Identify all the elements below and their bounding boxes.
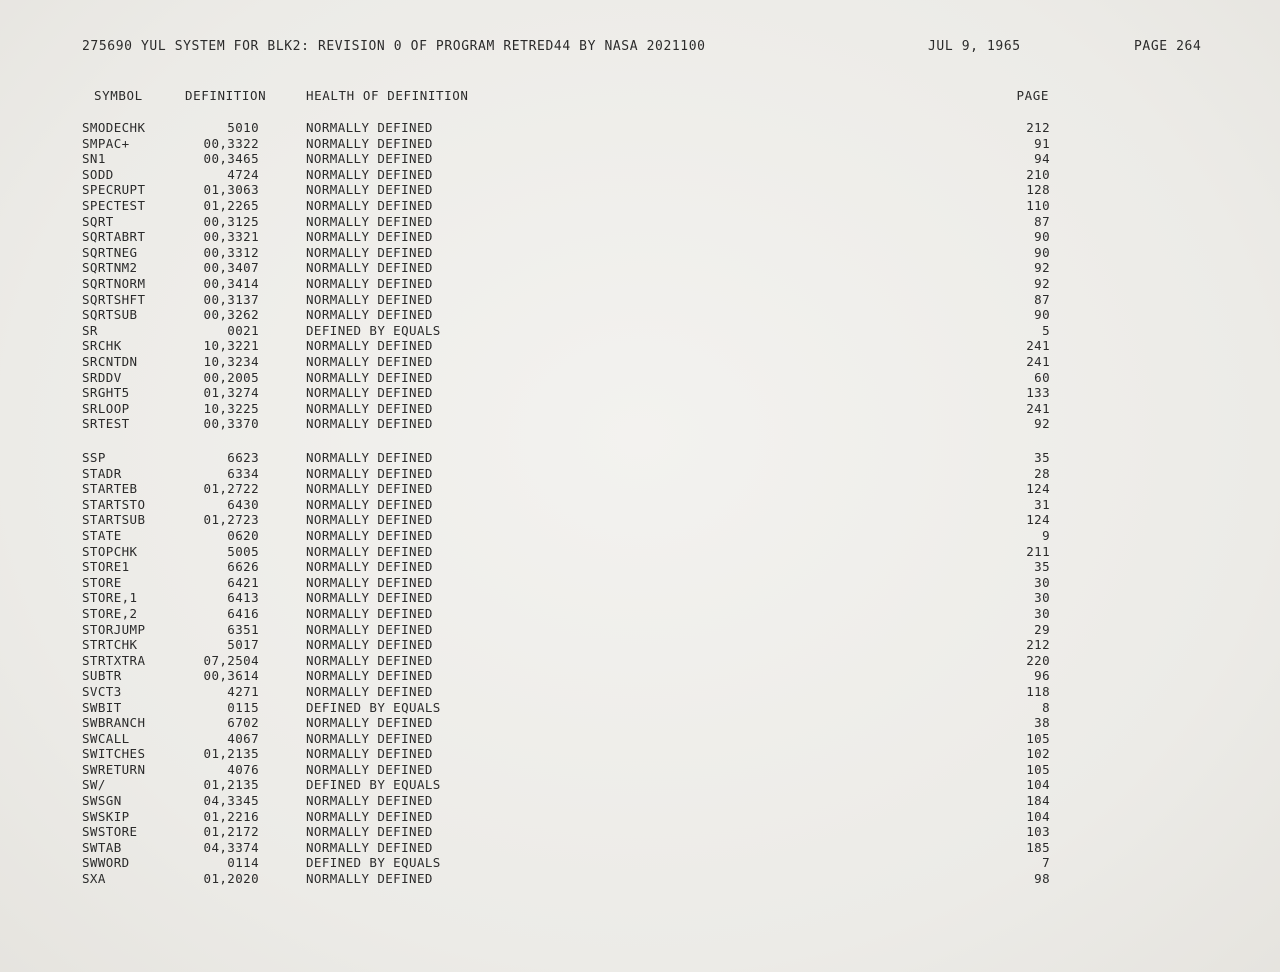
symbol-cell: SPECRUPT bbox=[82, 182, 146, 198]
health-cell: NORMALLY DEFINED bbox=[306, 496, 433, 512]
symbol-cell: SQRTNM2 bbox=[82, 260, 138, 276]
definition-cell: 07,2504 bbox=[203, 652, 259, 668]
table-row bbox=[0, 606, 1280, 622]
health-cell: NORMALLY DEFINED bbox=[306, 182, 433, 198]
health-cell: NORMALLY DEFINED bbox=[306, 621, 433, 637]
page-cell: 98 bbox=[1034, 871, 1050, 887]
health-cell: DEFINED BY EQUALS bbox=[306, 855, 441, 871]
definition-cell: 01,2135 bbox=[203, 746, 259, 762]
table-row bbox=[0, 276, 1280, 292]
symbol-cell: SWRETURN bbox=[82, 761, 146, 777]
table-row bbox=[0, 292, 1280, 308]
table-row bbox=[0, 622, 1280, 638]
definition-cell: 01,2172 bbox=[203, 824, 259, 840]
health-cell: NORMALLY DEFINED bbox=[306, 416, 433, 432]
health-cell: DEFINED BY EQUALS bbox=[306, 322, 441, 338]
page-cell: 124 bbox=[1026, 512, 1050, 528]
page-cell: 60 bbox=[1034, 369, 1050, 385]
table-row bbox=[0, 198, 1280, 214]
table-row bbox=[0, 167, 1280, 183]
page-cell: 118 bbox=[1026, 683, 1050, 699]
page-cell: 30 bbox=[1034, 590, 1050, 606]
health-cell: NORMALLY DEFINED bbox=[306, 166, 433, 182]
symbol-cell: SQRTSUB bbox=[82, 307, 138, 323]
definition-cell: 6430 bbox=[227, 496, 259, 512]
health-cell: NORMALLY DEFINED bbox=[306, 590, 433, 606]
page-cell: 211 bbox=[1026, 543, 1050, 559]
definition-cell: 01,2216 bbox=[203, 808, 259, 824]
symbol-cell: STADR bbox=[82, 465, 122, 481]
health-cell: NORMALLY DEFINED bbox=[306, 793, 433, 809]
table-row bbox=[0, 401, 1280, 417]
symbol-cell: SRCNTDN bbox=[82, 353, 138, 369]
table-row bbox=[0, 214, 1280, 230]
page-cell: 103 bbox=[1026, 824, 1050, 840]
health-cell: NORMALLY DEFINED bbox=[306, 244, 433, 260]
definition-cell: 01,3274 bbox=[203, 385, 259, 401]
definition-cell: 01,2020 bbox=[203, 871, 259, 887]
page-cell: 133 bbox=[1026, 385, 1050, 401]
definition-cell: 01,2722 bbox=[203, 481, 259, 497]
page-cell: 90 bbox=[1034, 229, 1050, 245]
table-row bbox=[0, 512, 1280, 528]
health-cell: NORMALLY DEFINED bbox=[306, 385, 433, 401]
table-row bbox=[0, 840, 1280, 856]
definition-cell: 00,3414 bbox=[203, 275, 259, 291]
symbol-cell: SXA bbox=[82, 871, 106, 887]
table-row bbox=[0, 497, 1280, 513]
health-cell: NORMALLY DEFINED bbox=[306, 715, 433, 731]
page-cell: 105 bbox=[1026, 761, 1050, 777]
definition-cell: 04,3374 bbox=[203, 839, 259, 855]
symbol-cell: SWBRANCH bbox=[82, 715, 146, 731]
health-cell: NORMALLY DEFINED bbox=[306, 605, 433, 621]
page-cell: 241 bbox=[1026, 338, 1050, 354]
definition-cell: 00,3407 bbox=[203, 260, 259, 276]
page-cell: 5 bbox=[1042, 322, 1050, 338]
page-cell: 35 bbox=[1034, 450, 1050, 465]
page-cell: 104 bbox=[1026, 808, 1050, 824]
definition-cell: 6421 bbox=[227, 574, 259, 590]
health-cell: NORMALLY DEFINED bbox=[306, 213, 433, 229]
symbol-cell: SRCHK bbox=[82, 338, 122, 354]
table-row bbox=[0, 684, 1280, 700]
table-row bbox=[0, 450, 1280, 466]
health-cell: NORMALLY DEFINED bbox=[306, 730, 433, 746]
page-cell: 30 bbox=[1034, 605, 1050, 621]
symbol-cell: SR bbox=[82, 322, 98, 338]
symbol-cell: SVCT3 bbox=[82, 683, 122, 699]
page-cell: 94 bbox=[1034, 151, 1050, 167]
definition-cell: 5010 bbox=[227, 120, 259, 135]
table-row bbox=[0, 385, 1280, 401]
page-cell: 210 bbox=[1026, 166, 1050, 182]
table-row bbox=[0, 481, 1280, 497]
symbol-cell: SWITCHES bbox=[82, 746, 146, 762]
page-cell: 128 bbox=[1026, 182, 1050, 198]
table-row bbox=[0, 260, 1280, 276]
health-cell: NORMALLY DEFINED bbox=[306, 871, 433, 887]
page-cell: 30 bbox=[1034, 574, 1050, 590]
page-cell: 241 bbox=[1026, 353, 1050, 369]
table-row bbox=[0, 338, 1280, 354]
health-cell: NORMALLY DEFINED bbox=[306, 135, 433, 151]
symbol-cell: SWSGN bbox=[82, 793, 122, 809]
table-row bbox=[0, 559, 1280, 575]
page-cell: 102 bbox=[1026, 746, 1050, 762]
symbol-cell: SRGHT5 bbox=[82, 385, 130, 401]
page-cell: 8 bbox=[1042, 699, 1050, 715]
health-cell: NORMALLY DEFINED bbox=[306, 338, 433, 354]
symbol-cell: SRLOOP bbox=[82, 400, 130, 416]
page-cell: 7 bbox=[1042, 855, 1050, 871]
symbol-cell: SWTAB bbox=[82, 839, 122, 855]
symbol-cell: SQRTSHFT bbox=[82, 291, 146, 307]
health-cell: NORMALLY DEFINED bbox=[306, 839, 433, 855]
symbol-cell: SSP bbox=[82, 450, 106, 465]
health-cell: NORMALLY DEFINED bbox=[306, 668, 433, 684]
page-cell: 212 bbox=[1026, 637, 1050, 653]
table-row bbox=[0, 544, 1280, 560]
health-cell: NORMALLY DEFINED bbox=[306, 369, 433, 385]
definition-cell: 10,3225 bbox=[203, 400, 259, 416]
health-cell: NORMALLY DEFINED bbox=[306, 197, 433, 213]
page-cell: 110 bbox=[1026, 197, 1050, 213]
health-cell: NORMALLY DEFINED bbox=[306, 527, 433, 543]
table-row bbox=[0, 762, 1280, 778]
symbol-cell: SN1 bbox=[82, 151, 106, 167]
table-row bbox=[0, 700, 1280, 716]
table-row bbox=[0, 575, 1280, 591]
definition-cell: 0620 bbox=[227, 527, 259, 543]
definition-cell: 6334 bbox=[227, 465, 259, 481]
table-row bbox=[0, 731, 1280, 747]
definition-cell: 00,3321 bbox=[203, 229, 259, 245]
page-header-title: 275690 YUL SYSTEM FOR BLK2: REVISION 0 OF PROGRAM RETRED44 BY NASA 2021100 bbox=[82, 39, 706, 54]
health-cell: NORMALLY DEFINED bbox=[306, 450, 433, 465]
symbol-cell: SRDDV bbox=[82, 369, 122, 385]
page-cell: 184 bbox=[1026, 793, 1050, 809]
definition-cell: 10,3221 bbox=[203, 338, 259, 354]
table-row bbox=[0, 871, 1280, 887]
symbol-cell: STATE bbox=[82, 527, 122, 543]
table-row bbox=[0, 229, 1280, 245]
health-cell: NORMALLY DEFINED bbox=[306, 465, 433, 481]
symbol-cell: SPECTEST bbox=[82, 197, 146, 213]
definition-cell: 6413 bbox=[227, 590, 259, 606]
table-row bbox=[0, 182, 1280, 198]
symbol-cell: STORJUMP bbox=[82, 621, 146, 637]
symbol-cell: STORE,1 bbox=[82, 590, 138, 606]
definition-cell: 01,2265 bbox=[203, 197, 259, 213]
table-row bbox=[0, 323, 1280, 339]
health-cell: NORMALLY DEFINED bbox=[306, 543, 433, 559]
health-cell: NORMALLY DEFINED bbox=[306, 275, 433, 291]
page-number: PAGE 264 bbox=[1134, 39, 1202, 54]
definition-cell: 4271 bbox=[227, 683, 259, 699]
symbol-cell: SQRTNORM bbox=[82, 275, 146, 291]
page-cell: 91 bbox=[1034, 135, 1050, 151]
definition-cell: 6351 bbox=[227, 621, 259, 637]
table-row bbox=[0, 668, 1280, 684]
health-cell: NORMALLY DEFINED bbox=[306, 824, 433, 840]
symbol-cell: SWBIT bbox=[82, 699, 122, 715]
definition-cell: 0114 bbox=[227, 855, 259, 871]
table-row bbox=[0, 653, 1280, 669]
health-cell: NORMALLY DEFINED bbox=[306, 652, 433, 668]
health-cell: NORMALLY DEFINED bbox=[306, 637, 433, 653]
definition-cell: 4067 bbox=[227, 730, 259, 746]
table-row bbox=[0, 777, 1280, 793]
page-cell: 92 bbox=[1034, 416, 1050, 432]
table-row bbox=[0, 855, 1280, 871]
definition-cell: 04,3345 bbox=[203, 793, 259, 809]
definition-cell: 6702 bbox=[227, 715, 259, 731]
symbol-cell: SQRTNEG bbox=[82, 244, 138, 260]
definition-cell: 00,3262 bbox=[203, 307, 259, 323]
symbol-cell: SW/ bbox=[82, 777, 106, 793]
table-row bbox=[0, 307, 1280, 323]
health-cell: NORMALLY DEFINED bbox=[306, 683, 433, 699]
column-header-symbol: SYMBOL bbox=[94, 88, 143, 103]
health-cell: NORMALLY DEFINED bbox=[306, 808, 433, 824]
table-row bbox=[0, 354, 1280, 370]
table-row bbox=[0, 590, 1280, 606]
symbol-cell: SODD bbox=[82, 166, 114, 182]
symbol-cell: STRTXTRA bbox=[82, 652, 146, 668]
health-cell: NORMALLY DEFINED bbox=[306, 120, 433, 135]
symbol-cell: SRTEST bbox=[82, 416, 130, 432]
table-row bbox=[0, 824, 1280, 840]
symbol-cell: SWCALL bbox=[82, 730, 130, 746]
page-cell: 212 bbox=[1026, 120, 1050, 135]
definition-cell: 01,3063 bbox=[203, 182, 259, 198]
page-cell: 29 bbox=[1034, 621, 1050, 637]
symbol-cell: STARTSUB bbox=[82, 512, 146, 528]
table-row bbox=[0, 466, 1280, 482]
health-cell: NORMALLY DEFINED bbox=[306, 400, 433, 416]
table-row bbox=[0, 416, 1280, 432]
page-cell: 90 bbox=[1034, 244, 1050, 260]
symbol-cell: SUBTR bbox=[82, 668, 122, 684]
page-cell: 105 bbox=[1026, 730, 1050, 746]
table-row bbox=[0, 715, 1280, 731]
table-row bbox=[0, 793, 1280, 809]
page-cell: 104 bbox=[1026, 777, 1050, 793]
definition-cell: 00,3614 bbox=[203, 668, 259, 684]
symbol-table-group-b bbox=[0, 450, 1280, 887]
health-cell: NORMALLY DEFINED bbox=[306, 761, 433, 777]
page-cell: 28 bbox=[1034, 465, 1050, 481]
symbol-cell: STARTEB bbox=[82, 481, 138, 497]
health-cell: NORMALLY DEFINED bbox=[306, 353, 433, 369]
page-cell: 124 bbox=[1026, 481, 1050, 497]
page-cell: 31 bbox=[1034, 496, 1050, 512]
column-header-page: PAGE bbox=[1016, 88, 1049, 103]
symbol-cell: STORE bbox=[82, 574, 122, 590]
definition-cell: 01,2723 bbox=[203, 512, 259, 528]
page-cell: 92 bbox=[1034, 275, 1050, 291]
page-cell: 87 bbox=[1034, 291, 1050, 307]
symbol-cell: SWWORD bbox=[82, 855, 130, 871]
page-cell: 87 bbox=[1034, 213, 1050, 229]
table-row bbox=[0, 370, 1280, 386]
table-row bbox=[0, 637, 1280, 653]
health-cell: NORMALLY DEFINED bbox=[306, 291, 433, 307]
symbol-cell: SMODECHK bbox=[82, 120, 146, 135]
page-header-date: JUL 9, 1965 bbox=[928, 39, 1021, 54]
definition-cell: 0021 bbox=[227, 322, 259, 338]
definition-cell: 00,3312 bbox=[203, 244, 259, 260]
health-cell: NORMALLY DEFINED bbox=[306, 229, 433, 245]
page-cell: 38 bbox=[1034, 715, 1050, 731]
definition-cell: 00,2005 bbox=[203, 369, 259, 385]
table-row bbox=[0, 120, 1280, 136]
symbol-cell: STORE,2 bbox=[82, 605, 138, 621]
table-row bbox=[0, 528, 1280, 544]
symbol-cell: SQRTABRT bbox=[82, 229, 146, 245]
definition-cell: 10,3234 bbox=[203, 353, 259, 369]
health-cell: NORMALLY DEFINED bbox=[306, 260, 433, 276]
column-header-health: HEALTH OF DEFINITION bbox=[306, 88, 469, 103]
symbol-cell: STRTCHK bbox=[82, 637, 138, 653]
table-row bbox=[0, 136, 1280, 152]
definition-cell: 4076 bbox=[227, 761, 259, 777]
symbol-table-group-a bbox=[0, 120, 1280, 432]
health-cell: DEFINED BY EQUALS bbox=[306, 699, 441, 715]
health-cell: NORMALLY DEFINED bbox=[306, 512, 433, 528]
symbol-cell: SQRT bbox=[82, 213, 114, 229]
symbol-cell: STARTSTO bbox=[82, 496, 146, 512]
health-cell: NORMALLY DEFINED bbox=[306, 574, 433, 590]
page-cell: 185 bbox=[1026, 839, 1050, 855]
health-cell: NORMALLY DEFINED bbox=[306, 746, 433, 762]
definition-cell: 00,3125 bbox=[203, 213, 259, 229]
symbol-cell: SWSKIP bbox=[82, 808, 130, 824]
health-cell: NORMALLY DEFINED bbox=[306, 151, 433, 167]
table-row bbox=[0, 809, 1280, 825]
page-cell: 241 bbox=[1026, 400, 1050, 416]
definition-cell: 0115 bbox=[227, 699, 259, 715]
symbol-cell: STORE1 bbox=[82, 559, 130, 575]
health-cell: DEFINED BY EQUALS bbox=[306, 777, 441, 793]
definition-cell: 00,3465 bbox=[203, 151, 259, 167]
symbol-cell: SWSTORE bbox=[82, 824, 138, 840]
definition-cell: 00,3137 bbox=[203, 291, 259, 307]
health-cell: NORMALLY DEFINED bbox=[306, 307, 433, 323]
page-cell: 35 bbox=[1034, 559, 1050, 575]
definition-cell: 5005 bbox=[227, 543, 259, 559]
symbol-cell: SMPAC+ bbox=[82, 135, 130, 151]
column-header-definition: DEFINITION bbox=[185, 88, 267, 103]
definition-cell: 6416 bbox=[227, 605, 259, 621]
definition-cell: 6623 bbox=[227, 450, 259, 465]
definition-cell: 00,3322 bbox=[203, 135, 259, 151]
table-row bbox=[0, 245, 1280, 261]
page-cell: 96 bbox=[1034, 668, 1050, 684]
definition-cell: 5017 bbox=[227, 637, 259, 653]
page-cell: 9 bbox=[1042, 527, 1050, 543]
definition-cell: 6626 bbox=[227, 559, 259, 575]
page-cell: 92 bbox=[1034, 260, 1050, 276]
page-cell: 220 bbox=[1026, 652, 1050, 668]
symbol-cell: STOPCHK bbox=[82, 543, 138, 559]
page-cell: 90 bbox=[1034, 307, 1050, 323]
health-cell: NORMALLY DEFINED bbox=[306, 481, 433, 497]
table-row bbox=[0, 746, 1280, 762]
health-cell: NORMALLY DEFINED bbox=[306, 559, 433, 575]
table-row bbox=[0, 151, 1280, 167]
definition-cell: 00,3370 bbox=[203, 416, 259, 432]
definition-cell: 4724 bbox=[227, 166, 259, 182]
definition-cell: 01,2135 bbox=[203, 777, 259, 793]
